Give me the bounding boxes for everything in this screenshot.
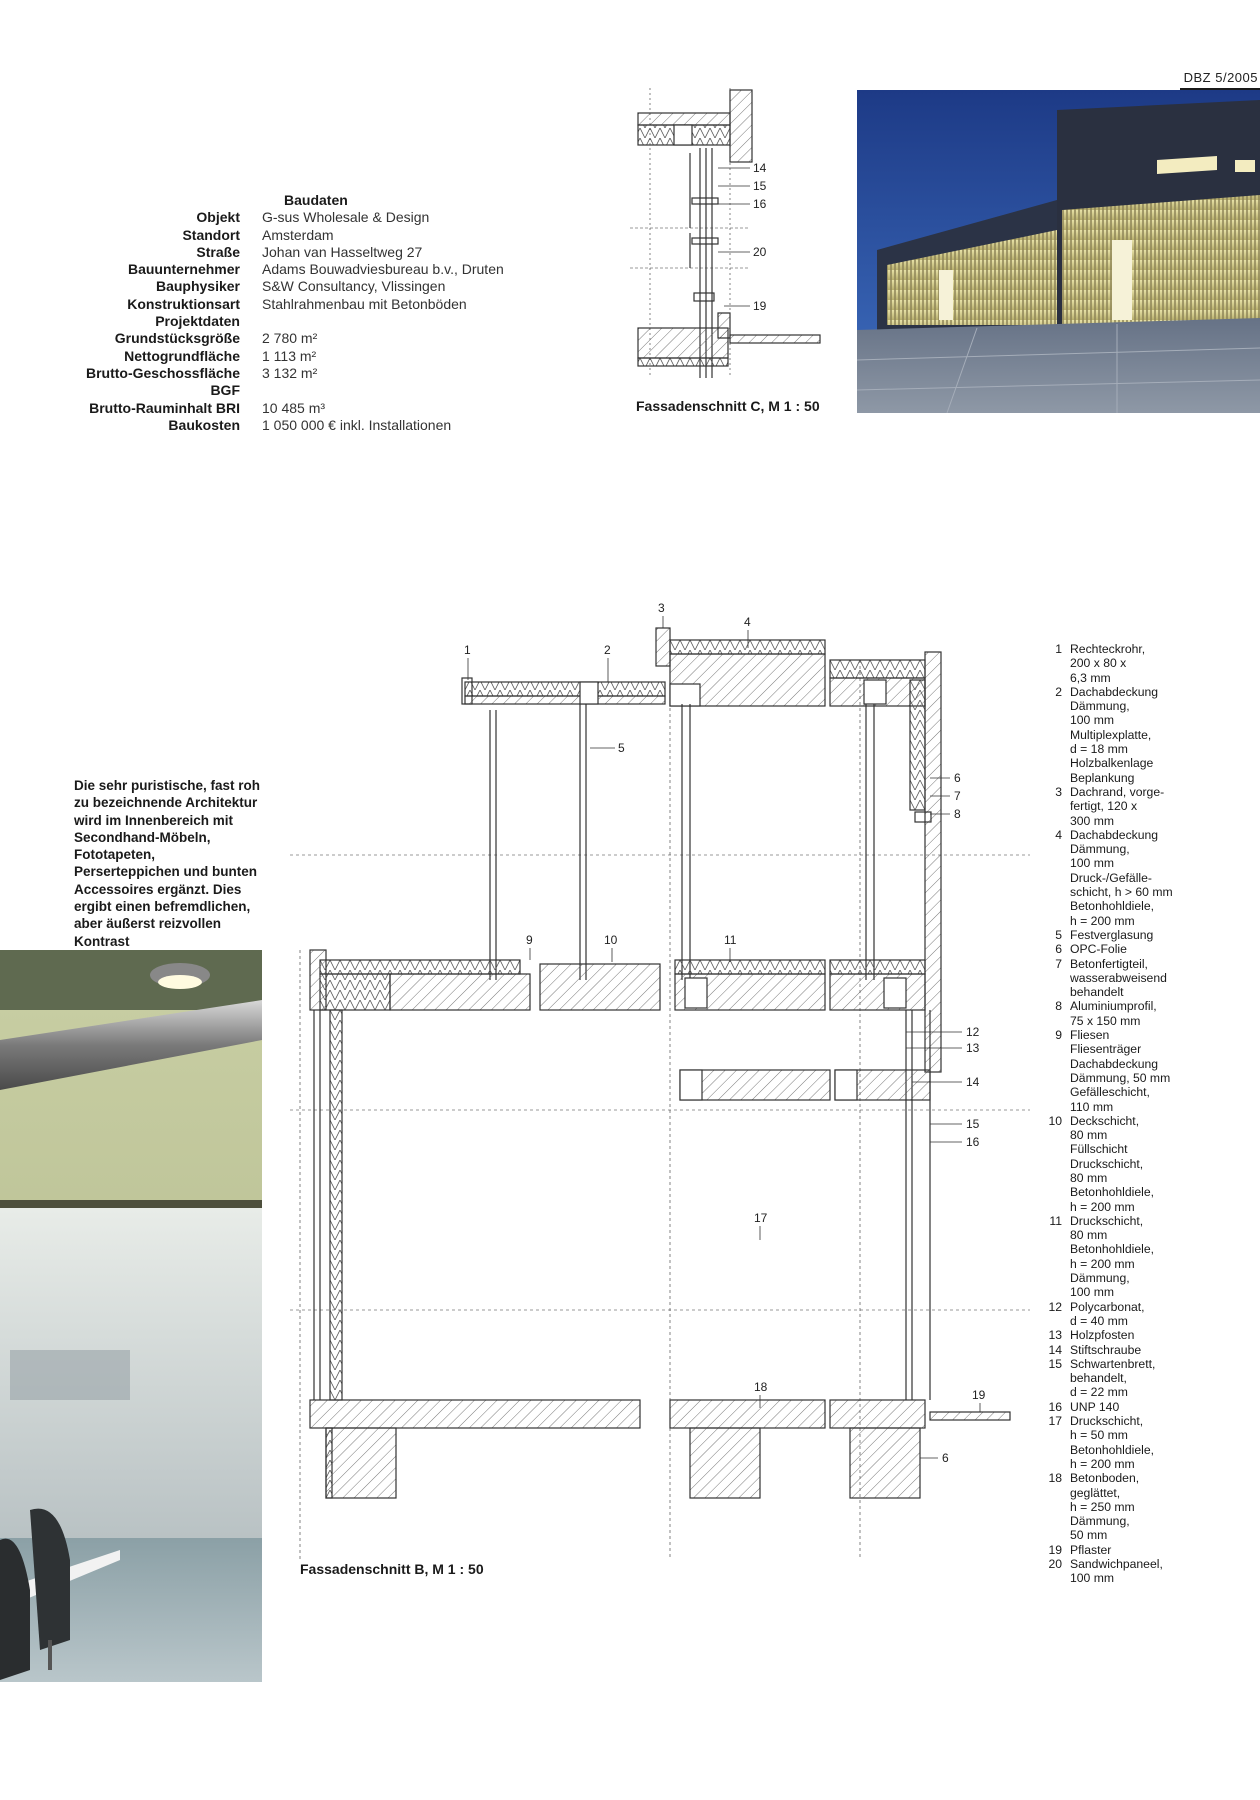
callout-label: 15	[753, 179, 767, 193]
spec-value: 10 485 m³	[262, 399, 326, 416]
legend-item: 5 Festverglasung	[1055, 927, 1154, 942]
spec-label: Brutto-Geschossfläche BGF	[85, 364, 240, 399]
legend-item: 16 UNP 140	[1048, 1399, 1120, 1414]
callout-label: 19	[753, 299, 767, 313]
legend-item: 15 Schwartenbrett, behandelt, d = 22 mm	[1048, 1356, 1156, 1400]
spec-value: 1 050 000 € inkl. Installationen	[262, 416, 452, 433]
spec-value: 2 780 m²	[262, 330, 318, 347]
baudaten-heading: Baudaten	[284, 192, 348, 208]
legend-item: 7 Betonfertigteil, wasserabweisend behandelt	[1055, 956, 1167, 1000]
callout-label: 10	[604, 933, 618, 947]
spec-value: G-sus Wholesale & Design	[262, 209, 430, 226]
spec-value: Johan van Hasseltweg 27	[262, 243, 423, 260]
spec-value: 3 132 m²	[262, 364, 318, 381]
callout-label: 12	[966, 1025, 980, 1039]
spec-label: Brutto-Rauminhalt BRI	[89, 399, 240, 416]
drawing-legend	[1040, 642, 1260, 1586]
legend-item: 11 Druckschicht, 80 mm Betonhohldiele, h = 200 mm Dämmung, 100 mm	[1049, 1213, 1155, 1300]
spec-row	[60, 365, 580, 400]
spec-value: Amsterdam	[262, 226, 334, 243]
callout-label: 16	[753, 197, 767, 211]
interior-photo	[0, 950, 262, 1682]
callout-label: 18	[754, 1380, 768, 1394]
spec-label: Nettogrundfläche	[124, 347, 240, 364]
callout-label: 5	[618, 741, 625, 755]
legend-item: 4 Dachabdeckung Dämmung, 100 mm Druck-/Gefälle- schicht, h > 60 mm Betonhohldiele, h = 200 mm	[1055, 827, 1173, 928]
callout-label: 14	[753, 161, 767, 175]
spec-row	[60, 400, 580, 417]
spec-label: Baukosten	[168, 416, 240, 433]
spec-label: Grundstücksgröße	[114, 330, 240, 347]
spec-row	[60, 261, 580, 278]
callout-label: 13	[966, 1041, 980, 1055]
spec-row	[60, 244, 580, 261]
callout-label: 9	[526, 933, 533, 947]
spec-row	[60, 227, 580, 244]
spec-row	[60, 209, 580, 226]
callout-label: 20	[753, 245, 767, 259]
legend-item: 10 Deckschicht, 80 mm Füllschicht Druckschicht, 80 mm Betonhohldiele, h = 200 mm	[1048, 1113, 1155, 1214]
callout-label: 1	[464, 643, 471, 657]
spec-label: Konstruktionsart	[127, 295, 240, 312]
callout-label: 17	[754, 1211, 768, 1225]
legend-item: 1 Rechteckrohr, 200 x 80 x 6,3 mm	[1055, 642, 1146, 685]
spec-value: 1 113 m²	[262, 347, 317, 364]
facade-section-b-drawing	[290, 600, 1030, 1560]
legend-item: 17 Druckschicht, h = 50 mm Betonhohldiele, h = 200 mm	[1048, 1414, 1155, 1471]
spec-row	[60, 348, 580, 365]
legend-item: 13 Holzpfosten	[1048, 1328, 1135, 1343]
callout-label: 7	[954, 789, 961, 803]
legend-item: 3 Dachrand, vorge- fertigt, 120 x 300 mm	[1055, 784, 1165, 828]
callout-label: 14	[966, 1075, 980, 1089]
callout-label: 3	[658, 601, 665, 615]
callout-label: 6	[954, 771, 961, 785]
legend-item: 19 Pflaster	[1048, 1542, 1112, 1557]
spec-row	[60, 296, 580, 313]
projektdaten-heading: Projektdaten	[155, 313, 240, 330]
spec-value: Stahlrahmenbau mit Betonböden	[262, 295, 467, 312]
callout-label: 2	[604, 643, 611, 657]
legend-item: 2 Dachabdeckung Dämmung, 100 mm Multiplexplatte, d = 18 mm Holzbalkenlage Beplankung	[1055, 684, 1159, 785]
spec-label: Objekt	[196, 209, 240, 226]
legend-item: 14 Stiftschraube	[1048, 1342, 1142, 1357]
magazine-issue: DBZ 5/2005	[1183, 70, 1258, 85]
facade-section-c-drawing	[630, 88, 830, 378]
building-data-table	[60, 192, 580, 434]
legend-item: 6 OPC-Folie	[1055, 942, 1127, 957]
legend-item: 9 Fliesen Fliesenträger Dachabdeckung Dämmung, 50 mm Gefälleschicht, 110 mm	[1055, 1028, 1171, 1114]
callout-label: 8	[954, 807, 961, 821]
callout-label: 19	[972, 1388, 986, 1402]
section-b-caption: Fassadenschnitt B, M 1 : 50	[300, 1561, 484, 1577]
exterior-night-photo	[857, 90, 1260, 413]
spec-value: Adams Bouwadviesbureau b.v., Druten	[262, 261, 504, 278]
spec-value: S&W Consultancy, Vlissingen	[262, 278, 446, 295]
legend-item: 18 Betonboden, geglättet, h = 250 mm Dämmung, 50 mm	[1048, 1471, 1140, 1543]
spec-label: Straße	[196, 243, 240, 260]
spec-label: Standort	[182, 226, 240, 243]
legend-item: 20 Sandwichpaneel, 100 mm	[1048, 1557, 1163, 1586]
legend-item: 8 Aluminiumprofil, 75 x 150 mm	[1055, 999, 1157, 1028]
callout-label: 11	[724, 933, 737, 947]
spec-row	[60, 278, 580, 295]
callout-label: 16	[966, 1135, 980, 1149]
projektdaten-row	[60, 313, 580, 330]
legend-item: 12 Polycarbonat, d = 40 mm	[1048, 1299, 1145, 1328]
callout-label: 15	[966, 1117, 980, 1131]
intro-paragraph: Die sehr puristische, fast roh zu bezeichnende Architektur wird im Innenbereich mit Secondhand-Möbeln, Fototapeten, Perserteppichen und bunten Accessoires ergänzt. Dies ergibt einen befremdlichen, aber äußerst reizvollen Kontrast	[74, 778, 261, 949]
section-c-caption: Fassadenschnitt C, M 1 : 50	[636, 398, 820, 414]
spec-row	[60, 417, 580, 434]
spec-row	[60, 330, 580, 347]
callout-label: 4	[744, 615, 751, 629]
spec-label: Bauunternehmer	[127, 261, 240, 278]
spec-label: Bauphysiker	[155, 278, 240, 295]
callout-label: 6	[942, 1451, 949, 1465]
